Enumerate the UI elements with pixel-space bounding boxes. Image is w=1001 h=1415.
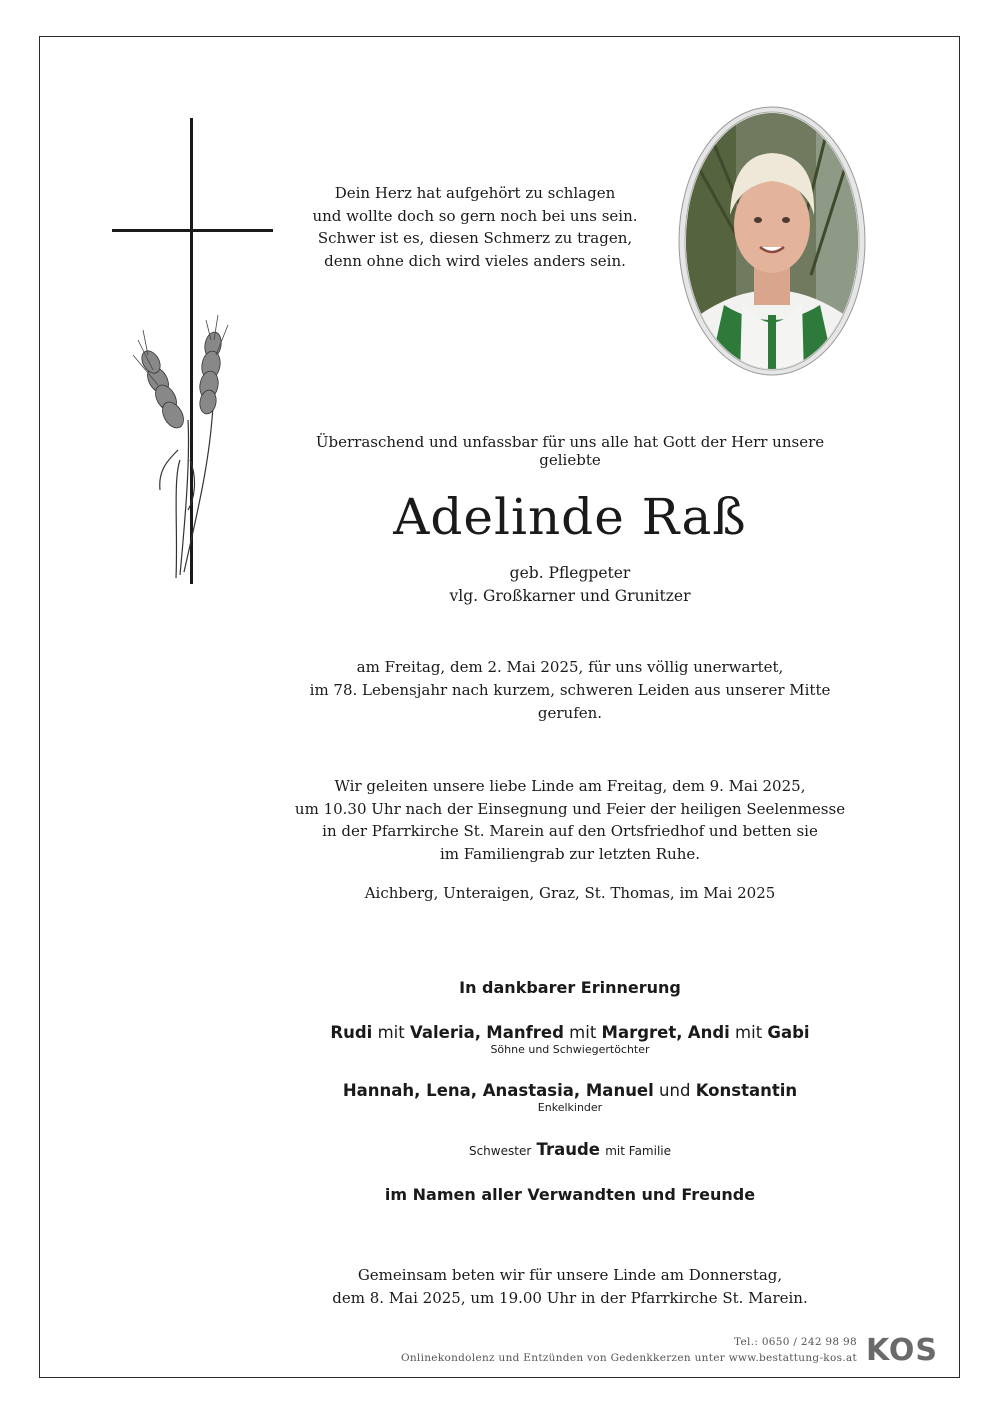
birth-names bbox=[290, 562, 850, 608]
alias-name: vlg. Großkarner und Grunitzer bbox=[449, 587, 691, 605]
footer-online: Onlinekondolenz und Entzünden von Gedenkkerzen unter www.bestattung-kos.at bbox=[400, 1352, 857, 1364]
family-name: Valeria, bbox=[409, 1023, 482, 1042]
places-date: Aichberg, Unteraigen, Graz, St. Thomas, im Mai 2025 bbox=[364, 884, 776, 902]
prayer-text bbox=[290, 1264, 850, 1309]
wheat-icon bbox=[118, 310, 238, 580]
family-name: Rudi bbox=[330, 1023, 373, 1042]
deceased-name: Adelinde Raß bbox=[393, 488, 747, 546]
family-name: Margret, bbox=[601, 1023, 683, 1042]
poem-line: denn ohne dich wird vieles anders sein. bbox=[324, 251, 626, 270]
family-sister bbox=[290, 1140, 850, 1159]
footer-phone: Tel.: 0650 / 242 98 98 bbox=[734, 1336, 857, 1348]
family-word: mit bbox=[735, 1023, 763, 1042]
prayer-line: dem 8. Mai 2025, um 19.00 Uhr in der Pfarrkirche St. Marein. bbox=[332, 1288, 808, 1307]
memory-heading: In dankbarer Erinnerung bbox=[459, 978, 681, 997]
family-word: mit Familie bbox=[605, 1144, 672, 1158]
family-grandchildren bbox=[290, 1081, 850, 1114]
family-name: Traude bbox=[536, 1140, 600, 1159]
poem-line: Dein Herz hat aufgehört zu schlagen bbox=[334, 184, 616, 202]
portrait-photo bbox=[676, 105, 868, 377]
family-word: Schwester bbox=[468, 1144, 532, 1158]
closing-text: im Namen aller Verwandten und Freunde bbox=[384, 1185, 756, 1204]
intro-text: Überraschend und unfassbar für uns alle hat Gott der Herr unsere geliebte bbox=[315, 433, 825, 469]
funeral-line: in der Pfarrkirche St. Marein auf den Ortsfriedhof und betten sie bbox=[322, 822, 818, 840]
family-name: Hannah, Lena, Anastasia, Manuel bbox=[342, 1081, 654, 1100]
family-name: Manfred bbox=[486, 1023, 564, 1042]
passing-line: im 78. Lebensjahr nach kurzem, schweren Leiden aus unserer Mitte gerufen. bbox=[309, 681, 831, 722]
footer bbox=[401, 1334, 857, 1366]
family-name: Andi bbox=[687, 1023, 730, 1042]
family-word: und bbox=[659, 1081, 691, 1100]
family-name: Konstantin bbox=[695, 1081, 798, 1100]
family-label: Enkelkinder bbox=[537, 1101, 603, 1114]
cross-icon-horizontal bbox=[112, 229, 273, 232]
funeral-line: um 10.30 Uhr nach der Einsegnung und Feier der heiligen Seelenmesse bbox=[294, 799, 846, 818]
family-name: Gabi bbox=[767, 1023, 810, 1042]
family-label: Söhne und Schwiegertöchter bbox=[490, 1043, 650, 1056]
family-sons bbox=[290, 1023, 850, 1056]
poem-line: und wollte doch so gern noch bei uns sein. bbox=[312, 206, 638, 225]
family-word: mit bbox=[569, 1023, 597, 1042]
family-word: mit bbox=[377, 1023, 405, 1042]
passing-text bbox=[290, 656, 850, 725]
poem bbox=[300, 182, 650, 272]
born-name: geb. Pflegpeter bbox=[509, 564, 631, 582]
prayer-line: Gemeinsam beten wir für unsere Linde am Donnerstag, bbox=[357, 1266, 783, 1284]
passing-line: am Freitag, dem 2. Mai 2025, für uns völlig unerwartet, bbox=[356, 658, 784, 676]
funeral-line: im Familiengrab zur letzten Ruhe. bbox=[439, 844, 701, 863]
kos-logo: KOS bbox=[866, 1333, 939, 1368]
funeral-text bbox=[290, 775, 850, 865]
funeral-line: Wir geleiten unsere liebe Linde am Freitag, dem 9. Mai 2025, bbox=[334, 777, 806, 795]
poem-line: Schwer ist es, diesen Schmerz zu tragen, bbox=[317, 229, 633, 247]
